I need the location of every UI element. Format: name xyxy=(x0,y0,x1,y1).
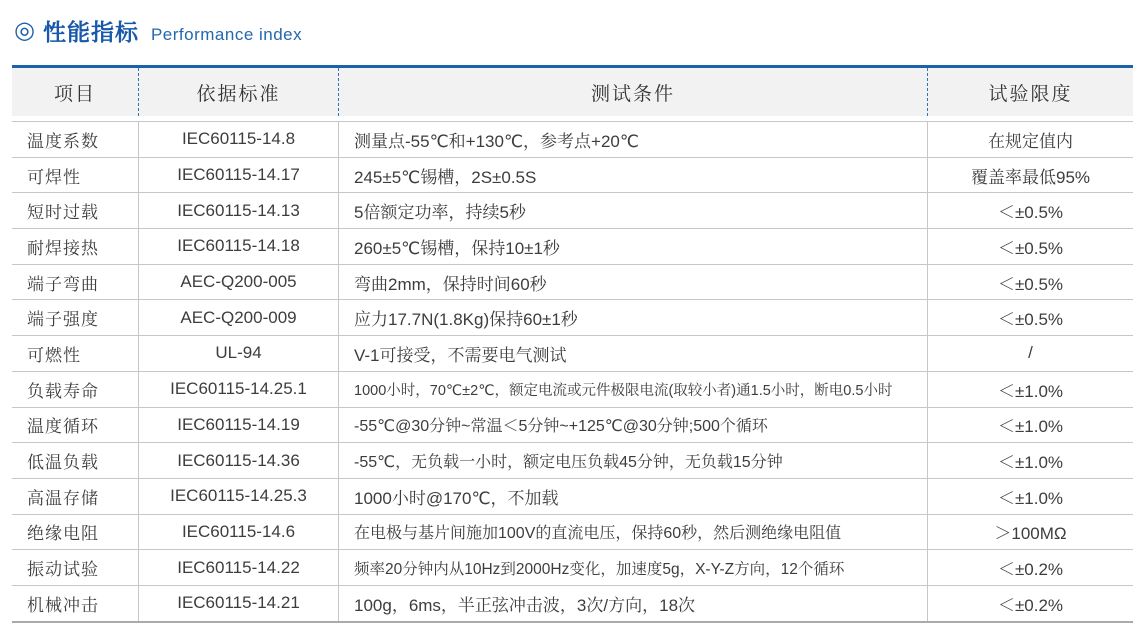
condition-cell: 5倍额定功率，持续5秒 xyxy=(339,193,928,228)
limit-cell: ＞100MΩ xyxy=(994,524,1067,544)
column-header-standard: 依据标准 xyxy=(139,68,339,116)
item-cell: 温度系数 xyxy=(12,122,139,157)
standard-cell: AEC-Q200-009 xyxy=(139,300,339,335)
item-cell: 可焊性 xyxy=(12,158,139,193)
condition-cell: 测量点-55℃和+130℃，参考点+20℃ xyxy=(339,122,928,157)
condition-cell: 260±5℃锡槽，保持10±1秒 xyxy=(339,229,928,264)
item-cell: 振动试验 xyxy=(12,550,139,585)
standard-cell: IEC60115-14.36 xyxy=(139,443,339,478)
limit-cell: 在规定值内 xyxy=(988,131,1073,151)
item-cell: 高温存储 xyxy=(12,479,139,514)
item-cell: 短时过载 xyxy=(12,193,139,228)
column-header-limit: 试验限度 xyxy=(988,83,1073,105)
condition-cell: 1000小时，70℃±2℃，额定电流或元件极限电流(取较小者)通1.5小时，断电0.5小时 xyxy=(339,372,928,407)
standard-cell: IEC60115-14.8 xyxy=(139,122,339,157)
column-header-condition: 测试条件 xyxy=(339,68,928,116)
limit-cell: ＜±0.2% xyxy=(997,560,1064,580)
limit-cell: ＜±1.0% xyxy=(997,488,1064,508)
performance-index-table xyxy=(12,65,1133,623)
standard-cell: IEC60115-14.17 xyxy=(139,158,339,193)
standard-cell: IEC60115-14.22 xyxy=(139,550,339,585)
item-cell: 负载寿命 xyxy=(12,372,139,407)
limit-cell: ＜±0.2% xyxy=(997,595,1064,615)
table-row xyxy=(12,442,1133,478)
limit-cell: ＜±0.5% xyxy=(997,203,1064,223)
condition-cell: 频率20分钟内从10Hz到2000Hz变化，加速度5g，X-Y-Z方向，12个循环 xyxy=(339,550,928,585)
condition-cell: V-1可接受，不需要电气测试 xyxy=(339,336,928,371)
page-header xyxy=(14,14,1133,47)
standard-cell: IEC60115-14.25.1 xyxy=(139,372,339,407)
condition-cell: 100g，6ms，半正弦冲击波，3次/方向，18次 xyxy=(339,586,928,621)
condition-cell: 应力17.7N(1.8Kg)保持60±1秒 xyxy=(339,300,928,335)
limit-cell: / xyxy=(1028,343,1033,363)
limit-cell: ＜±1.0% xyxy=(997,417,1064,437)
table-row xyxy=(12,478,1133,514)
bullseye-icon: ◎ xyxy=(14,16,35,44)
table-row xyxy=(12,407,1133,443)
table-header-row xyxy=(12,65,1133,116)
column-header-item: 项目 xyxy=(12,68,139,116)
item-cell: 温度循环 xyxy=(12,408,139,443)
condition-cell: -55℃，无负载一小时，额定电压负载45分钟，无负载15分钟 xyxy=(339,443,928,478)
table-row xyxy=(12,157,1133,193)
standard-cell: AEC-Q200-005 xyxy=(139,265,339,300)
limit-cell: 覆盖率最低95% xyxy=(970,167,1091,187)
table-row xyxy=(12,121,1133,157)
table-row xyxy=(12,514,1133,550)
standard-cell: IEC60115-14.25.3 xyxy=(139,479,339,514)
item-cell: 机械冲击 xyxy=(12,586,139,621)
standard-cell: IEC60115-14.18 xyxy=(139,229,339,264)
table-row xyxy=(12,335,1133,371)
item-cell: 可燃性 xyxy=(12,336,139,371)
standard-cell: IEC60115-14.19 xyxy=(139,408,339,443)
condition-cell: 在电极与基片间施加100V的直流电压，保持60秒，然后测绝缘电阻值 xyxy=(339,515,928,550)
table-row xyxy=(12,228,1133,264)
condition-cell: 弯曲2mm，保持时间60秒 xyxy=(339,265,928,300)
item-cell: 低温负载 xyxy=(12,443,139,478)
limit-cell: ＜±1.0% xyxy=(997,453,1064,473)
standard-cell: IEC60115-14.21 xyxy=(139,586,339,621)
condition-cell: 245±5℃锡槽，2S±0.5S xyxy=(339,158,928,193)
condition-cell: -55℃@30分钟~常温＜5分钟~+125℃@30分钟;500个循环 xyxy=(339,408,928,443)
table-row xyxy=(12,549,1133,585)
standard-cell: IEC60115-14.6 xyxy=(139,515,339,550)
standard-cell: IEC60115-14.13 xyxy=(139,193,339,228)
limit-cell: ＜±1.0% xyxy=(997,381,1064,401)
item-cell: 耐焊接热 xyxy=(12,229,139,264)
table-row xyxy=(12,264,1133,300)
page-subtitle: Performance index xyxy=(150,25,303,44)
item-cell: 绝缘电阻 xyxy=(12,515,139,550)
limit-cell: ＜±0.5% xyxy=(997,274,1064,294)
condition-cell: 1000小时@170℃，不加载 xyxy=(339,479,928,514)
item-cell: 端子强度 xyxy=(12,300,139,335)
table-row xyxy=(12,585,1133,621)
table-row xyxy=(12,192,1133,228)
table-row xyxy=(12,371,1133,407)
table-row xyxy=(12,299,1133,335)
page-title: 性能指标 xyxy=(42,19,139,45)
limit-cell: ＜±0.5% xyxy=(997,238,1064,258)
limit-cell: ＜±0.5% xyxy=(997,310,1064,330)
item-cell: 端子弯曲 xyxy=(12,265,139,300)
table-body xyxy=(12,121,1133,623)
standard-cell: UL-94 xyxy=(139,336,339,371)
